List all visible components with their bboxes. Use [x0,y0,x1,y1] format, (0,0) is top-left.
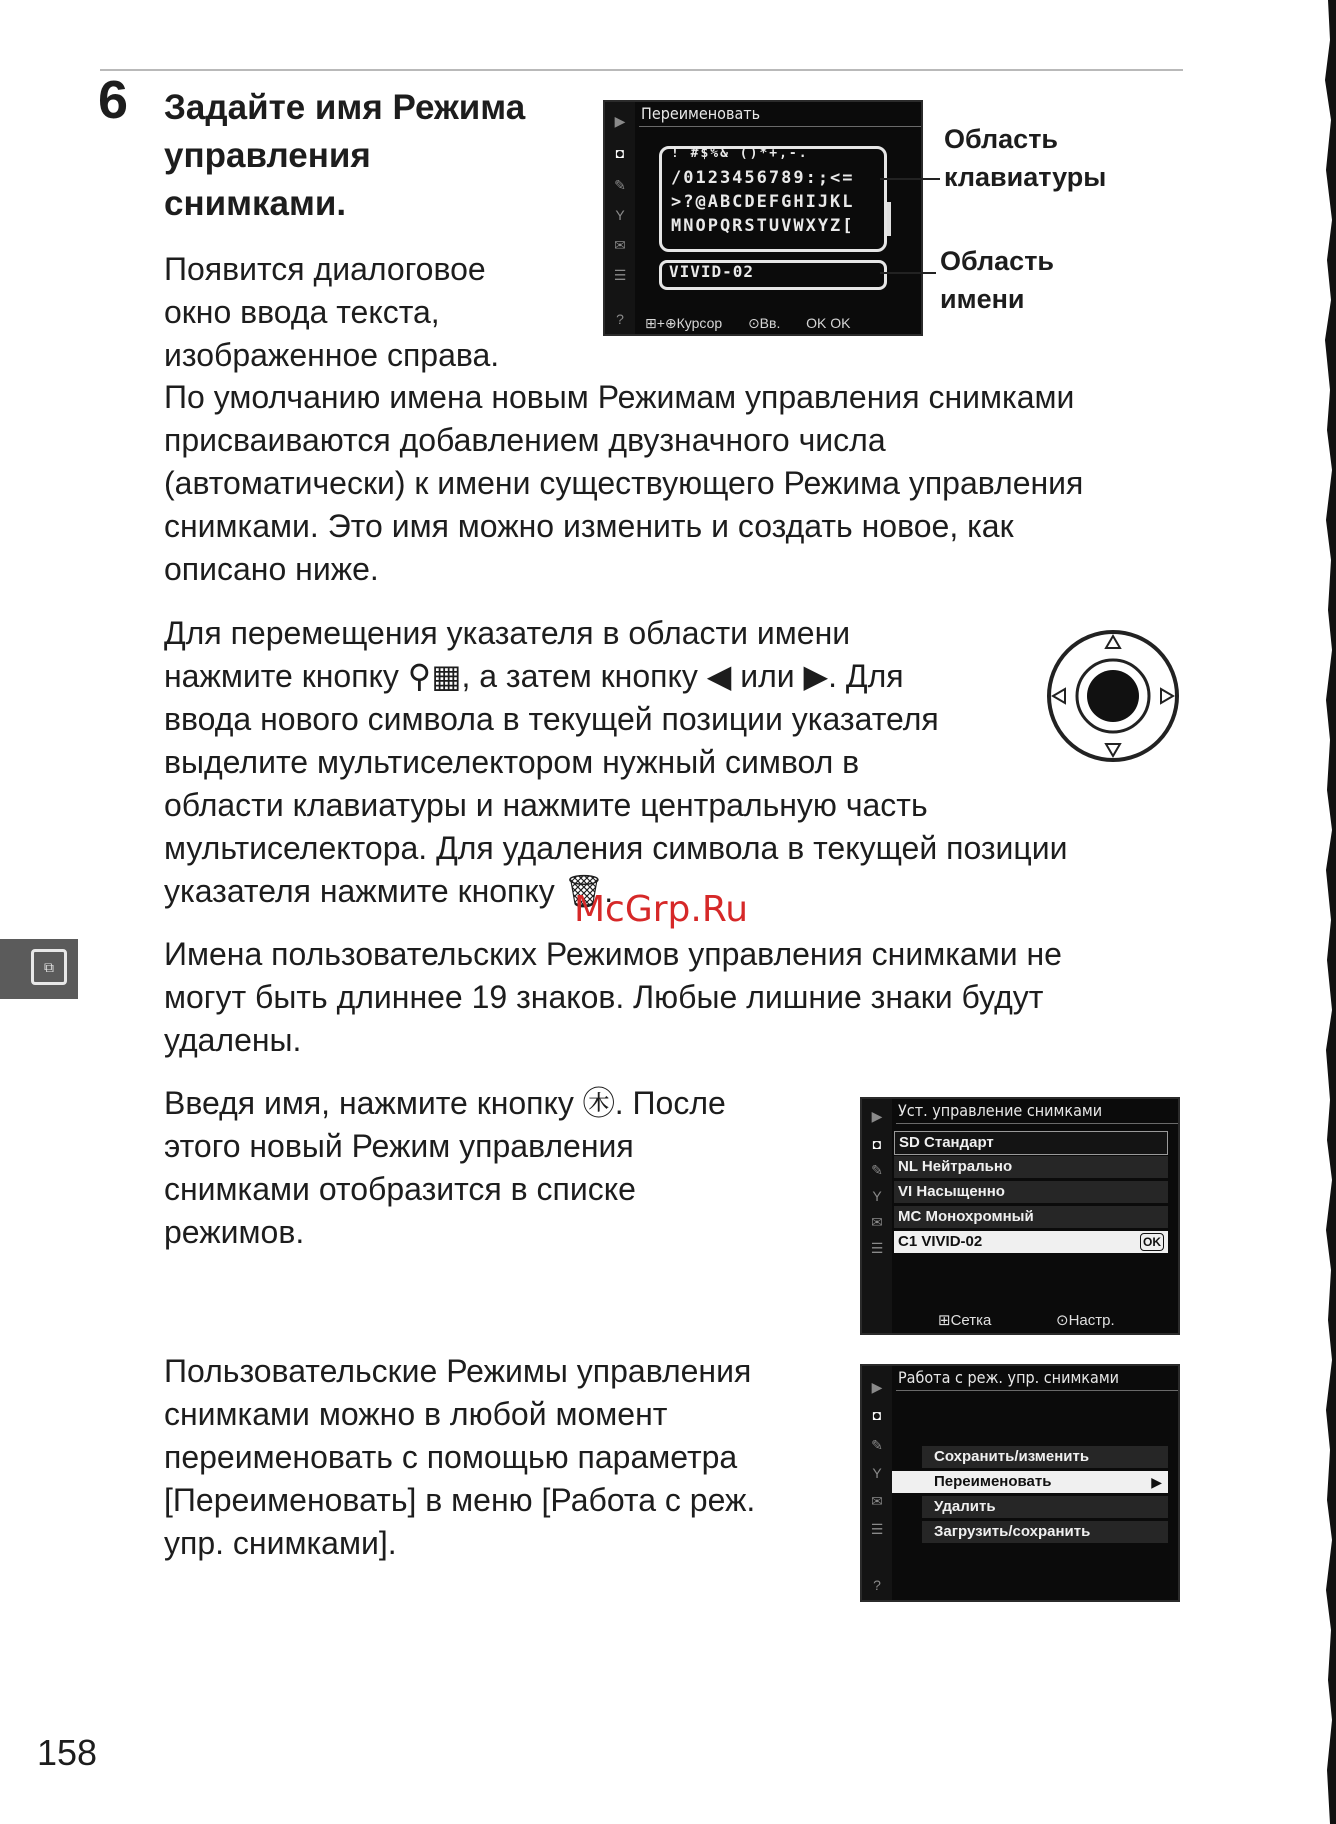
length-limit-paragraph [164,933,1062,1062]
text-line: упр. снимками]. [164,1525,397,1561]
rename-footer [645,315,850,332]
help-icon: ? [873,1577,881,1593]
retouch-icon: ✉ [871,1493,883,1509]
step-number: 6 [98,70,129,130]
name-area-callout [940,242,1054,318]
name-value: VIVID-02 [669,262,755,281]
text-line: Введя имя, нажмите кнопку ㊍. После [164,1085,726,1121]
torn-page-edge [1322,0,1336,1824]
item-code: NL [898,1158,918,1175]
text-line: По умолчанию имена новым Режимам управления снимками [164,379,1075,415]
text-line: Имена пользовательских Режимов управления снимками не [164,936,1062,972]
retouch-icon: ✉ [871,1214,883,1230]
footer-enter-hint: ⊙Вв. [747,315,781,331]
step-title-line: снимками. [164,184,347,223]
text-line: Для перемещения указателя в области имени [164,615,851,651]
keyboard-area-callout [944,120,1106,196]
text-line: снимками можно в любой момент [164,1396,668,1432]
item-label: Монохромный [925,1208,1034,1225]
multi-selector-icon [1043,626,1183,766]
keyboard-row[interactable]: MNOPQRSTUVWXYZ[ [671,216,855,236]
menu-side-icons [605,102,635,334]
step-title-line: Задайте имя Режима [164,88,526,127]
keyboard-callout-line [880,178,940,180]
wrench-icon: Y [872,1465,882,1481]
text-line: окно ввода текста, [164,294,440,330]
menu-side-icons [862,1099,892,1333]
step-title-line: управления [164,136,371,175]
manage-menu-item-selected[interactable] [892,1471,1168,1493]
text-line: режимов. [164,1214,305,1250]
text-line: снимками отобразится в списке [164,1171,636,1207]
item-label: Насыщенно [916,1183,1005,1200]
text-line: присваиваются добавлением двузначного числа [164,422,886,458]
retouch-icon: ✉ [614,237,626,253]
text-line: изображенное справа. [164,337,500,373]
callout-line-text: имени [940,284,1025,314]
text-line: (автоматически) к имени существующего Режима управления [164,465,1084,501]
section-tab [0,939,78,999]
list-screen-title: Уст. управление снимками [898,1101,1103,1120]
camera-icon: ◘ [615,145,625,161]
camera-icon: ◘ [872,1136,882,1152]
text-line: ввода нового символа в текущей позиции указателя [164,701,939,737]
callout-line-text: клавиатуры [944,162,1107,192]
text-line: этого новый Режим управления [164,1128,634,1164]
text-line: указателя нажмите кнопку 🗑. [164,873,614,909]
picture-control-item[interactable] [894,1131,1168,1155]
item-code: C1 [898,1233,918,1250]
item-label: Стандарт [924,1134,994,1151]
title-rule [639,126,921,127]
playback-icon: ▶ [614,113,626,129]
text-line: снимками. Это имя можно изменить и создать новое, как [164,508,1014,544]
my-menu-icon: ☰ [613,267,627,283]
keyboard-row[interactable]: /0123456789:;<= [671,168,855,188]
callout-line-text: Область [944,124,1059,154]
picture-control-item[interactable] [894,1181,1168,1203]
manage-picture-control-screen [860,1364,1180,1602]
picture-control-item[interactable] [894,1206,1168,1228]
after-enter-paragraph [164,1082,726,1254]
grid-hint: ⊞Сетка [938,1312,992,1329]
help-icon: ? [616,311,624,327]
text-line: переименовать с помощью параметра [164,1439,738,1475]
adjust-hint: ⊙Настр. [1056,1312,1115,1329]
text-line: [Переименовать] в меню [Работа с реж. [164,1482,756,1518]
item-code: MC [898,1208,922,1225]
picture-control-item[interactable] [894,1156,1168,1178]
wrench-icon: Y [615,207,625,223]
name-callout-line [880,272,936,274]
page-number: 158 [37,1732,98,1773]
manage-screen-title: Работа с реж. упр. снимками [898,1368,1120,1387]
callout-line-text: Область [940,246,1055,276]
wrench-icon: Y [872,1188,882,1204]
rename-screen-title: Переименовать [641,104,761,123]
footer-cursor-hint: ⊞+⊕Курсор [645,315,723,331]
manage-menu-item[interactable]: Загрузить/сохранить [922,1521,1168,1543]
text-line: Пользовательские Режимы управления [164,1353,752,1389]
text-line: нажмите кнопку ⚲▦, а затем кнопку ◀ или ▶. Для [164,658,904,694]
item-code: SD [899,1134,920,1151]
my-menu-icon: ☰ [870,1521,884,1537]
move-cursor-paragraph [164,612,1068,913]
rename-later-paragraph [164,1350,755,1565]
text-line: могут быть длиннее 19 знаков. Любые лишние знаки будут [164,979,1044,1015]
intro-paragraph [164,248,499,377]
playback-icon: ▶ [871,1108,883,1124]
item-label: VIVID-02 [921,1233,983,1250]
text-line: удалены. [164,1022,302,1058]
keyboard-scrollbar [887,202,891,236]
manage-item-label: Переименовать [934,1473,1052,1490]
pencil-icon: ✎ [614,177,626,193]
item-code: VI [898,1183,913,1200]
text-line: описано ниже. [164,551,379,587]
text-line: мультиселектора. Для удаления символа в текущей позиции [164,830,1068,866]
title-rule [896,1390,1178,1391]
watermark: McGrp.Ru [574,889,749,930]
manage-menu-item[interactable]: Удалить [922,1496,1168,1518]
top-rule [100,69,1183,71]
keyboard-row[interactable]: >?@ABCDEFGHIJKL [671,192,855,212]
camera-icon: ◘ [872,1407,882,1423]
title-rule [896,1123,1178,1124]
ok-badge: OK [1140,1233,1164,1251]
text-line: области клавиатуры и нажмите центральную часть [164,787,928,823]
manage-menu-item[interactable]: Сохранить/изменить [922,1446,1168,1468]
default-name-paragraph [164,376,1083,591]
picture-control-item-selected[interactable] [894,1231,1168,1253]
picture-control-list-screen [860,1097,1180,1335]
menu-side-icons [862,1366,892,1600]
text-line: выделите мультиселектором нужный символ в [164,744,860,780]
text-line: Появится диалоговое [164,251,486,287]
playback-icon: ▶ [871,1379,883,1395]
keyboard-row[interactable]: ! #$%& ()*+,-. [671,146,809,161]
step-title [164,84,584,228]
pencil-icon: ✎ [871,1437,883,1453]
footer-ok-hint: OK OK [806,315,851,331]
arrow-right-icon: ▶ [1151,1474,1162,1490]
item-label: Нейтрально [921,1158,1013,1175]
my-menu-icon: ☰ [870,1240,884,1256]
rename-screen [603,100,923,336]
picture-control-icon: ⧉ [31,949,67,985]
pencil-icon: ✎ [871,1162,883,1178]
